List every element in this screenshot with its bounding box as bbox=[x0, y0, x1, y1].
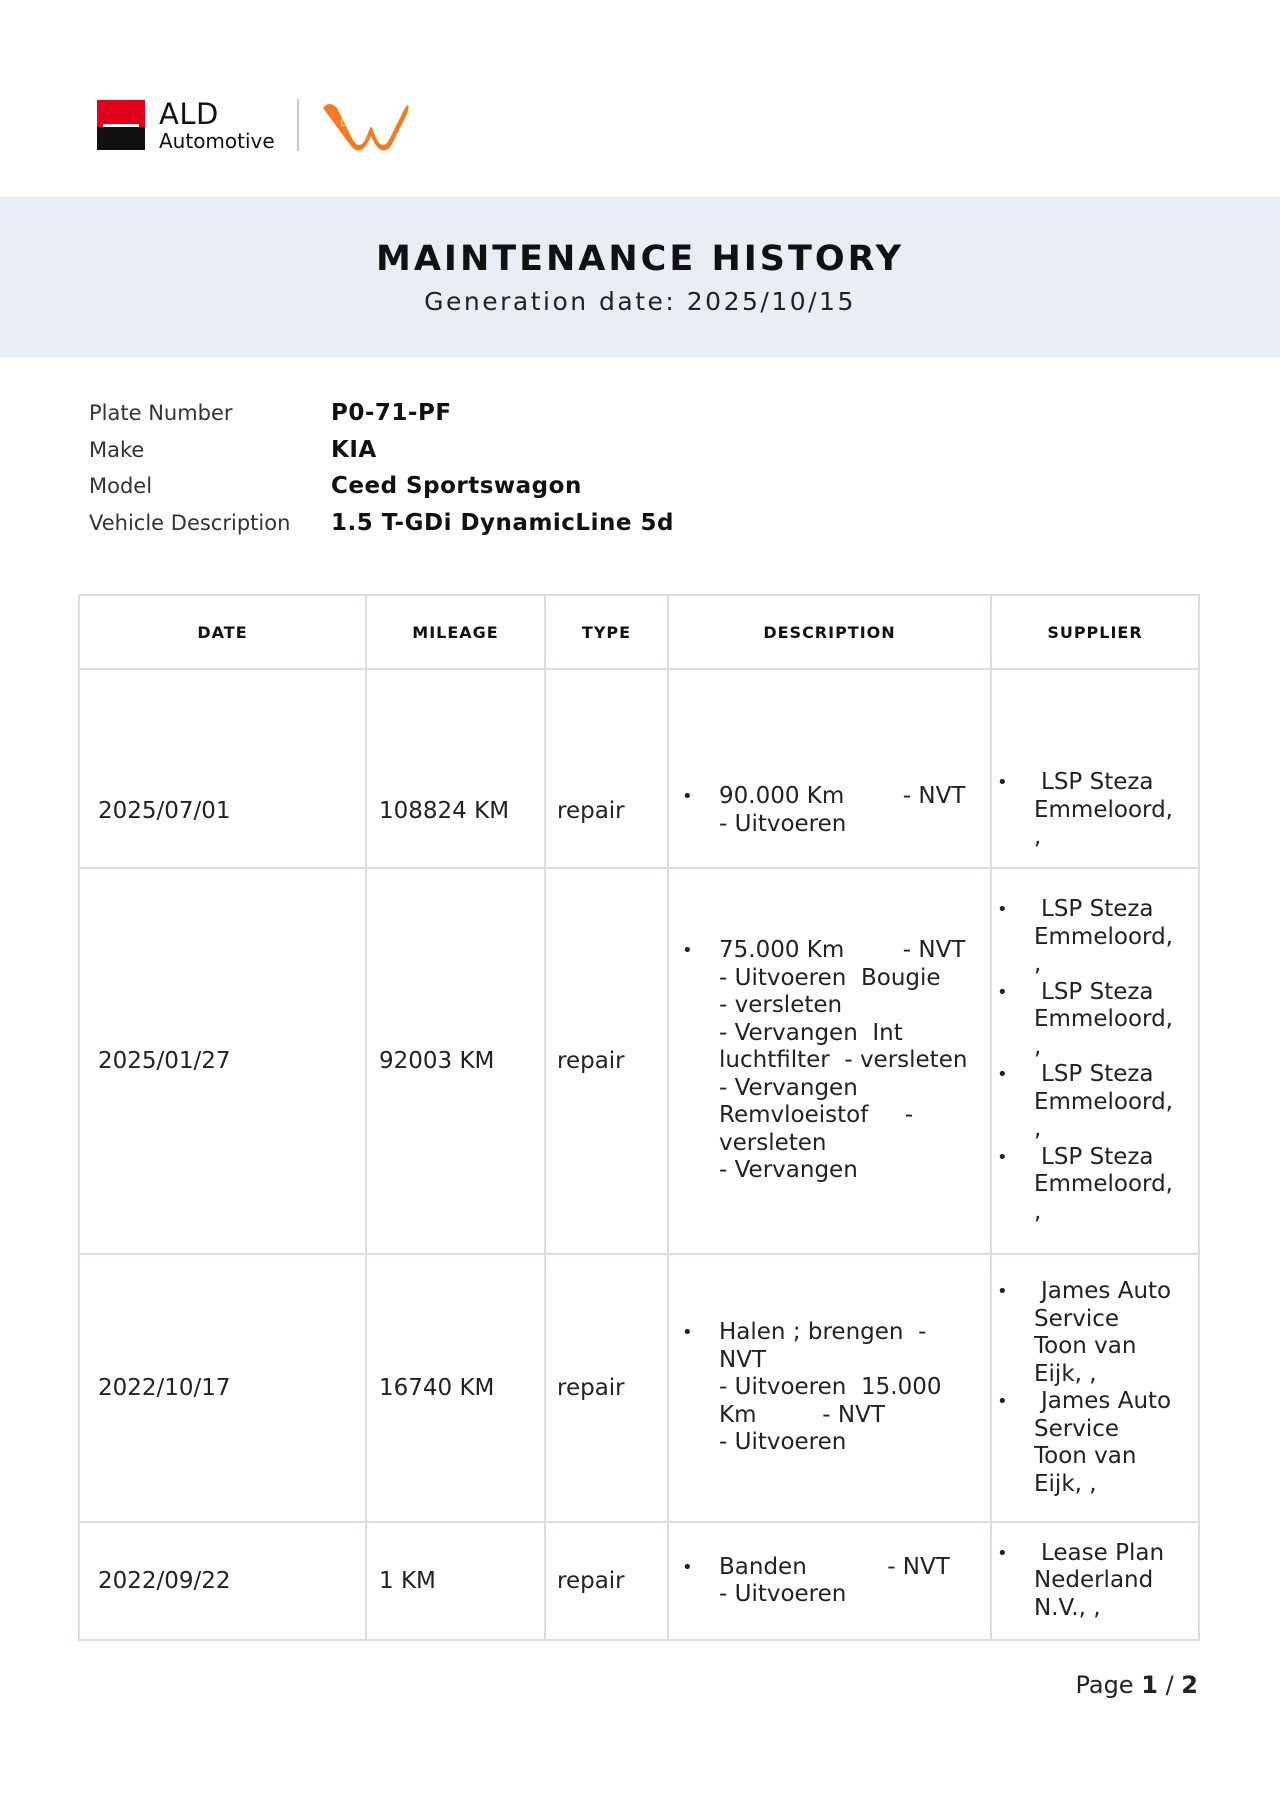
page-separator: / bbox=[1165, 1671, 1174, 1699]
description-list bbox=[669, 937, 990, 1185]
row-mileage: 92003 KM bbox=[366, 868, 545, 1254]
supplier-item bbox=[1034, 979, 1198, 1062]
row-description bbox=[668, 754, 991, 868]
row-date: 2025/07/01 bbox=[79, 754, 366, 868]
supplier-line: • LSP Steza bbox=[1041, 769, 1154, 796]
supplier-line: Toon van bbox=[1034, 1443, 1137, 1469]
row-date: 2025/01/27 bbox=[79, 868, 366, 1254]
row-description bbox=[668, 1254, 991, 1522]
table-row bbox=[79, 868, 1199, 1254]
supplier-list bbox=[992, 769, 1198, 852]
ald-logo-name: ALD bbox=[159, 96, 219, 131]
description-line: • 90.000 Km - NVT bbox=[719, 783, 966, 809]
row-supplier bbox=[991, 754, 1199, 868]
description-item bbox=[719, 1554, 990, 1609]
row-mileage: 108824 KM bbox=[366, 754, 545, 868]
supplier-line: • James Auto bbox=[1041, 1278, 1172, 1304]
supplier-item bbox=[1034, 1061, 1198, 1144]
row-date: 2022/09/22 bbox=[79, 1522, 366, 1640]
supplier-line: Emmeloord, bbox=[1034, 1088, 1173, 1115]
column-header-supplier: SUPPLIER bbox=[991, 595, 1199, 669]
supplier-line: , bbox=[1034, 824, 1042, 851]
row-type: repair bbox=[545, 754, 668, 868]
description-list bbox=[669, 1554, 990, 1609]
supplier-item bbox=[1034, 1278, 1198, 1388]
info-row bbox=[89, 505, 674, 542]
page-number bbox=[1075, 1671, 1198, 1699]
description-item bbox=[719, 937, 990, 1185]
description-line: versleten bbox=[719, 1129, 827, 1156]
supplier-line: Service bbox=[1034, 1305, 1120, 1332]
info-row bbox=[89, 432, 674, 469]
supplier-line: Eijk, , bbox=[1034, 1470, 1097, 1497]
description-line: Remvloeistof - bbox=[719, 1102, 914, 1129]
description-line: - Uitvoeren bbox=[719, 1581, 847, 1607]
row-supplier bbox=[991, 1254, 1199, 1522]
column-header-mileage: MILEAGE bbox=[366, 595, 545, 669]
supplier-line: • Lease Plan bbox=[1041, 1539, 1165, 1566]
column-header-description: DESCRIPTION bbox=[668, 595, 991, 669]
description-list bbox=[669, 1319, 990, 1457]
supplier-item bbox=[1034, 896, 1198, 979]
supplier-item bbox=[1034, 1388, 1198, 1498]
maintenance-table bbox=[78, 594, 1200, 1641]
supplier-line: • LSP Steza bbox=[1041, 1061, 1154, 1087]
supplier-line: Emmeloord, bbox=[1034, 1171, 1173, 1197]
make-value: KIA bbox=[331, 436, 377, 463]
description-line: - Uitvoeren Bougie bbox=[719, 964, 941, 991]
supplier-line: Emmeloord, bbox=[1034, 923, 1173, 950]
description-line: • Halen ; brengen - bbox=[719, 1319, 927, 1346]
generation-date: Generation date: 2025/10/15 bbox=[424, 287, 856, 316]
supplier-line: • LSP Steza bbox=[1041, 896, 1154, 922]
vehicle-info bbox=[89, 395, 674, 541]
table-row bbox=[79, 1522, 1199, 1640]
supplier-list bbox=[992, 1278, 1198, 1498]
description-line: luchtfilter - versleten bbox=[719, 1047, 968, 1074]
row-supplier bbox=[991, 1522, 1199, 1640]
supplier-line: Nederland bbox=[1034, 1567, 1154, 1594]
description-line: - Uitvoeren bbox=[719, 810, 847, 837]
leaseplan-logo bbox=[319, 96, 411, 154]
info-label: Make bbox=[89, 437, 145, 462]
row-description bbox=[668, 1522, 991, 1640]
description-line: - Uitvoeren 15.000 bbox=[719, 1374, 942, 1401]
row-date: 2022/10/17 bbox=[79, 1254, 366, 1522]
info-label: Model bbox=[89, 474, 153, 499]
model-value: Ceed Sportswagon bbox=[331, 473, 582, 500]
supplier-line: , bbox=[1034, 1033, 1042, 1060]
description-line: • Banden - NVT bbox=[719, 1553, 950, 1580]
supplier-line: Service bbox=[1034, 1415, 1120, 1442]
supplier-line: Toon van bbox=[1034, 1333, 1137, 1359]
supplier-line: , bbox=[1034, 951, 1042, 977]
table-header-row bbox=[79, 595, 1199, 669]
description-line: - versleten bbox=[719, 992, 843, 1019]
supplier-line: Emmeloord, bbox=[1034, 1006, 1173, 1032]
description-line: - Vervangen bbox=[719, 1074, 858, 1101]
plate-number-value: P0-71-PF bbox=[331, 400, 452, 427]
supplier-line: Emmeloord, bbox=[1034, 796, 1173, 823]
column-header-type: TYPE bbox=[545, 595, 668, 669]
row-mileage: 16740 KM bbox=[366, 1254, 545, 1522]
table-row bbox=[79, 1254, 1199, 1522]
row-type: repair bbox=[545, 1522, 668, 1640]
info-row bbox=[89, 395, 674, 432]
supplier-line: Eijk, , bbox=[1034, 1360, 1097, 1387]
info-row bbox=[89, 468, 674, 505]
ald-logo-sub: Automotive bbox=[159, 128, 275, 153]
description-item bbox=[719, 783, 990, 838]
column-header-date: DATE bbox=[79, 595, 366, 669]
supplier-item bbox=[1034, 769, 1198, 852]
description-line: - Vervangen bbox=[719, 1157, 858, 1184]
row-mileage: 1 KM bbox=[366, 1522, 545, 1640]
description-line: • 75.000 Km - NVT bbox=[719, 937, 966, 964]
leaseplan-logo-text: LeasePlan bbox=[340, 119, 386, 129]
description-line: Km - NVT bbox=[719, 1401, 885, 1428]
page-prefix: Page bbox=[1075, 1671, 1134, 1699]
row-description bbox=[668, 868, 991, 1254]
table-row bbox=[79, 754, 1199, 868]
supplier-line: • James Auto bbox=[1041, 1388, 1172, 1414]
supplier-line: • LSP Steza bbox=[1041, 978, 1154, 1005]
row-supplier bbox=[991, 868, 1199, 1254]
row-type: repair bbox=[545, 1254, 668, 1522]
description-line: NVT bbox=[719, 1346, 766, 1373]
supplier-line: N.V., , bbox=[1034, 1594, 1101, 1621]
supplier-list bbox=[992, 896, 1198, 1226]
title-banner bbox=[0, 197, 1280, 357]
ald-logo-text bbox=[159, 96, 275, 153]
supplier-item bbox=[1034, 1540, 1198, 1623]
description-line: - Vervangen Int bbox=[719, 1019, 903, 1046]
supplier-line: , bbox=[1034, 1116, 1042, 1142]
header-logos bbox=[97, 96, 411, 154]
supplier-list bbox=[992, 1540, 1198, 1623]
maintenance-table-wrap bbox=[78, 594, 1198, 1641]
supplier-item bbox=[1034, 1144, 1198, 1227]
page-total: 2 bbox=[1181, 1671, 1198, 1699]
description-item bbox=[719, 1319, 990, 1457]
page-title: MAINTENANCE HISTORY bbox=[376, 239, 904, 279]
logo-divider bbox=[297, 99, 299, 151]
supplier-line: , bbox=[1034, 1198, 1042, 1225]
description-list bbox=[669, 783, 990, 838]
page-current: 1 bbox=[1141, 1671, 1158, 1699]
info-label: Vehicle Description bbox=[89, 510, 291, 535]
table-spacer-row bbox=[79, 669, 1199, 754]
info-label: Plate Number bbox=[89, 401, 233, 426]
supplier-line: • LSP Steza bbox=[1041, 1143, 1154, 1170]
ald-logo-mark bbox=[97, 100, 145, 150]
row-type: repair bbox=[545, 868, 668, 1254]
vehicle-description-value: 1.5 T-GDi DynamicLine 5d bbox=[331, 509, 674, 536]
description-line: - Uitvoeren bbox=[719, 1429, 847, 1456]
